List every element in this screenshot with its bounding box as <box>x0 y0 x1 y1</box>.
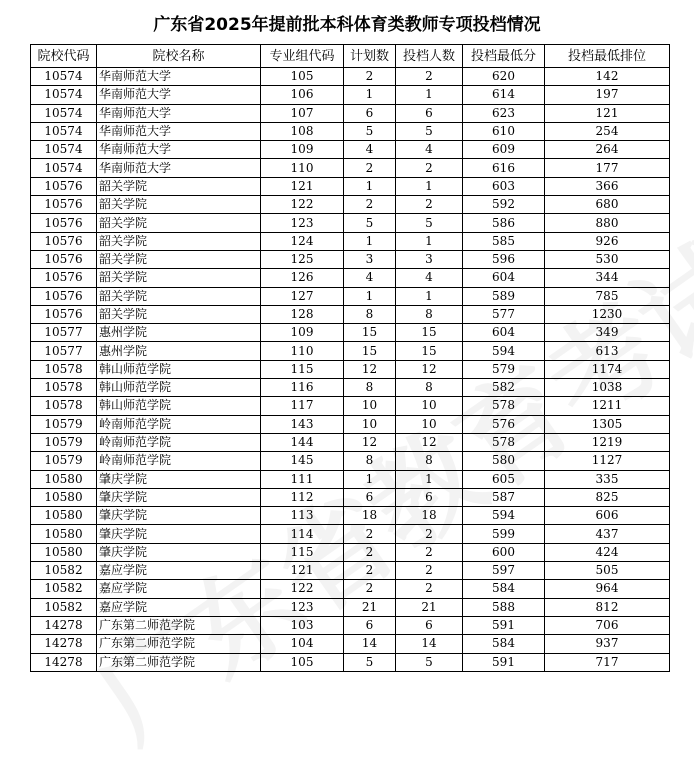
cell-admitted-count: 21 <box>396 598 463 616</box>
cell-min-score: 582 <box>463 379 545 397</box>
cell-school-name: 韩山师范学院 <box>97 360 261 378</box>
cell-school-code: 10580 <box>31 507 97 525</box>
table-row <box>31 141 670 159</box>
cell-min-score: 588 <box>463 598 545 616</box>
header-school-code: 院校代码 <box>31 45 97 68</box>
cell-plan-count: 1 <box>344 287 396 305</box>
cell-min-score: 577 <box>463 305 545 323</box>
cell-school-code: 10576 <box>31 250 97 268</box>
cell-group-code: 115 <box>261 360 344 378</box>
cell-min-rank: 613 <box>545 342 670 360</box>
cell-min-rank: 177 <box>545 159 670 177</box>
cell-school-code: 10582 <box>31 598 97 616</box>
cell-school-code: 10582 <box>31 580 97 598</box>
cell-plan-count: 10 <box>344 397 396 415</box>
cell-min-score: 594 <box>463 507 545 525</box>
cell-plan-count: 8 <box>344 379 396 397</box>
table-row <box>31 379 670 397</box>
cell-admitted-count: 6 <box>396 616 463 634</box>
cell-group-code: 107 <box>261 104 344 122</box>
cell-min-score: 579 <box>463 360 545 378</box>
cell-school-name: 华南师范大学 <box>97 68 261 86</box>
cell-school-code: 10580 <box>31 525 97 543</box>
cell-min-score: 596 <box>463 250 545 268</box>
cell-plan-count: 2 <box>344 543 396 561</box>
cell-admitted-count: 5 <box>396 122 463 140</box>
cell-school-code: 14278 <box>31 653 97 671</box>
table-row <box>31 104 670 122</box>
cell-school-code: 10576 <box>31 232 97 250</box>
cell-group-code: 112 <box>261 488 344 506</box>
cell-school-code: 10579 <box>31 433 97 451</box>
cell-school-name: 广东第二师范学院 <box>97 635 261 653</box>
table-row <box>31 580 670 598</box>
cell-plan-count: 2 <box>344 68 396 86</box>
cell-group-code: 125 <box>261 250 344 268</box>
cell-min-score: 616 <box>463 159 545 177</box>
cell-school-name: 华南师范大学 <box>97 122 261 140</box>
cell-min-rank: 1211 <box>545 397 670 415</box>
cell-school-code: 14278 <box>31 635 97 653</box>
cell-min-rank: 437 <box>545 525 670 543</box>
cell-admitted-count: 4 <box>396 141 463 159</box>
cell-admitted-count: 3 <box>396 250 463 268</box>
cell-plan-count: 2 <box>344 580 396 598</box>
header-admitted-count: 投档人数 <box>396 45 463 68</box>
cell-group-code: 124 <box>261 232 344 250</box>
cell-school-name: 韩山师范学院 <box>97 397 261 415</box>
cell-plan-count: 4 <box>344 141 396 159</box>
cell-school-name: 韩山师范学院 <box>97 379 261 397</box>
cell-group-code: 116 <box>261 379 344 397</box>
cell-school-code: 10576 <box>31 214 97 232</box>
table-row <box>31 269 670 287</box>
cell-admitted-count: 1 <box>396 86 463 104</box>
cell-plan-count: 2 <box>344 525 396 543</box>
cell-school-code: 10578 <box>31 379 97 397</box>
cell-min-score: 591 <box>463 653 545 671</box>
table-row <box>31 342 670 360</box>
cell-plan-count: 15 <box>344 324 396 342</box>
table-row <box>31 305 670 323</box>
cell-min-rank: 424 <box>545 543 670 561</box>
cell-group-code: 143 <box>261 415 344 433</box>
cell-plan-count: 15 <box>344 342 396 360</box>
table-row <box>31 452 670 470</box>
cell-min-rank: 785 <box>545 287 670 305</box>
table-row <box>31 543 670 561</box>
cell-group-code: 126 <box>261 269 344 287</box>
cell-admitted-count: 2 <box>396 580 463 598</box>
cell-min-rank: 880 <box>545 214 670 232</box>
cell-admitted-count: 2 <box>396 543 463 561</box>
cell-school-name: 韶关学院 <box>97 269 261 287</box>
cell-school-name: 韶关学院 <box>97 287 261 305</box>
cell-min-rank: 1127 <box>545 452 670 470</box>
table-row <box>31 397 670 415</box>
cell-min-rank: 344 <box>545 269 670 287</box>
cell-group-code: 123 <box>261 598 344 616</box>
cell-school-code: 10578 <box>31 360 97 378</box>
cell-admitted-count: 2 <box>396 68 463 86</box>
cell-min-score: 580 <box>463 452 545 470</box>
cell-school-name: 华南师范大学 <box>97 159 261 177</box>
cell-school-name: 韶关学院 <box>97 177 261 195</box>
table-row <box>31 177 670 195</box>
cell-min-rank: 1219 <box>545 433 670 451</box>
table-row <box>31 360 670 378</box>
cell-min-score: 605 <box>463 470 545 488</box>
cell-admitted-count: 10 <box>396 397 463 415</box>
cell-school-name: 肇庆学院 <box>97 488 261 506</box>
table-row <box>31 488 670 506</box>
cell-group-code: 122 <box>261 580 344 598</box>
cell-school-code: 10580 <box>31 470 97 488</box>
cell-min-rank: 197 <box>545 86 670 104</box>
cell-min-score: 585 <box>463 232 545 250</box>
cell-min-rank: 1038 <box>545 379 670 397</box>
cell-school-name: 广东第二师范学院 <box>97 653 261 671</box>
table-row <box>31 250 670 268</box>
cell-min-rank: 1174 <box>545 360 670 378</box>
cell-group-code: 111 <box>261 470 344 488</box>
cell-admitted-count: 8 <box>396 452 463 470</box>
cell-group-code: 121 <box>261 177 344 195</box>
cell-plan-count: 1 <box>344 470 396 488</box>
cell-min-score: 592 <box>463 196 545 214</box>
cell-plan-count: 2 <box>344 562 396 580</box>
cell-school-name: 岭南师范学院 <box>97 415 261 433</box>
cell-min-rank: 717 <box>545 653 670 671</box>
table-row <box>31 86 670 104</box>
cell-school-code: 10576 <box>31 305 97 323</box>
cell-plan-count: 1 <box>344 177 396 195</box>
cell-school-name: 嘉应学院 <box>97 580 261 598</box>
cell-min-rank: 606 <box>545 507 670 525</box>
cell-group-code: 145 <box>261 452 344 470</box>
cell-school-code: 14278 <box>31 616 97 634</box>
cell-admitted-count: 15 <box>396 342 463 360</box>
cell-min-rank: 937 <box>545 635 670 653</box>
cell-school-code: 10580 <box>31 488 97 506</box>
cell-min-rank: 264 <box>545 141 670 159</box>
cell-min-score: 584 <box>463 580 545 598</box>
cell-min-rank: 812 <box>545 598 670 616</box>
cell-plan-count: 8 <box>344 452 396 470</box>
cell-admitted-count: 14 <box>396 635 463 653</box>
cell-min-rank: 142 <box>545 68 670 86</box>
cell-school-name: 惠州学院 <box>97 324 261 342</box>
admission-table <box>30 44 670 672</box>
cell-min-rank: 335 <box>545 470 670 488</box>
cell-school-code: 10576 <box>31 196 97 214</box>
cell-admitted-count: 1 <box>396 177 463 195</box>
cell-school-code: 10574 <box>31 104 97 122</box>
cell-group-code: 103 <box>261 616 344 634</box>
table-row <box>31 635 670 653</box>
table-row <box>31 470 670 488</box>
table-row <box>31 525 670 543</box>
cell-plan-count: 6 <box>344 488 396 506</box>
cell-plan-count: 12 <box>344 360 396 378</box>
cell-school-name: 肇庆学院 <box>97 470 261 488</box>
cell-min-rank: 1230 <box>545 305 670 323</box>
cell-plan-count: 5 <box>344 122 396 140</box>
cell-school-code: 10576 <box>31 287 97 305</box>
cell-admitted-count: 8 <box>396 379 463 397</box>
cell-plan-count: 21 <box>344 598 396 616</box>
cell-school-name: 华南师范大学 <box>97 141 261 159</box>
cell-admitted-count: 8 <box>396 305 463 323</box>
cell-min-score: 589 <box>463 287 545 305</box>
cell-group-code: 108 <box>261 122 344 140</box>
cell-plan-count: 1 <box>344 232 396 250</box>
cell-group-code: 114 <box>261 525 344 543</box>
cell-school-code: 10576 <box>31 269 97 287</box>
cell-school-name: 韶关学院 <box>97 232 261 250</box>
cell-min-score: 620 <box>463 68 545 86</box>
cell-school-name: 惠州学院 <box>97 342 261 360</box>
cell-school-name: 华南师范大学 <box>97 104 261 122</box>
cell-plan-count: 8 <box>344 305 396 323</box>
cell-plan-count: 2 <box>344 159 396 177</box>
cell-min-score: 610 <box>463 122 545 140</box>
cell-group-code: 104 <box>261 635 344 653</box>
cell-min-rank: 680 <box>545 196 670 214</box>
table-row <box>31 159 670 177</box>
page-title: 广东省2025年提前批本科体育类教师专项投档情况 <box>153 15 541 35</box>
cell-min-score: 603 <box>463 177 545 195</box>
cell-min-rank: 530 <box>545 250 670 268</box>
header-min-score: 投档最低分 <box>463 45 545 68</box>
cell-group-code: 109 <box>261 141 344 159</box>
cell-min-score: 591 <box>463 616 545 634</box>
cell-school-code: 10574 <box>31 68 97 86</box>
cell-school-name: 韶关学院 <box>97 250 261 268</box>
cell-group-code: 117 <box>261 397 344 415</box>
cell-school-code: 10576 <box>31 177 97 195</box>
cell-school-code: 10574 <box>31 159 97 177</box>
cell-group-code: 121 <box>261 562 344 580</box>
cell-admitted-count: 5 <box>396 653 463 671</box>
cell-admitted-count: 6 <box>396 104 463 122</box>
cell-school-code: 10577 <box>31 324 97 342</box>
cell-group-code: 144 <box>261 433 344 451</box>
cell-admitted-count: 12 <box>396 433 463 451</box>
header-group-code: 专业组代码 <box>261 45 344 68</box>
cell-school-name: 韶关学院 <box>97 305 261 323</box>
cell-school-name: 肇庆学院 <box>97 525 261 543</box>
table-row <box>31 214 670 232</box>
cell-school-name: 嘉应学院 <box>97 562 261 580</box>
cell-min-score: 599 <box>463 525 545 543</box>
cell-school-code: 10577 <box>31 342 97 360</box>
table-row <box>31 598 670 616</box>
cell-school-name: 肇庆学院 <box>97 507 261 525</box>
header-school-name: 院校名称 <box>97 45 261 68</box>
cell-group-code: 115 <box>261 543 344 561</box>
cell-admitted-count: 2 <box>396 525 463 543</box>
cell-school-name: 嘉应学院 <box>97 598 261 616</box>
table-row <box>31 433 670 451</box>
cell-school-code: 10579 <box>31 452 97 470</box>
cell-min-rank: 349 <box>545 324 670 342</box>
cell-min-rank: 254 <box>545 122 670 140</box>
table-row <box>31 415 670 433</box>
cell-group-code: 105 <box>261 653 344 671</box>
table-row <box>31 68 670 86</box>
table-row <box>31 122 670 140</box>
cell-min-score: 586 <box>463 214 545 232</box>
cell-admitted-count: 2 <box>396 562 463 580</box>
cell-group-code: 123 <box>261 214 344 232</box>
cell-group-code: 128 <box>261 305 344 323</box>
cell-group-code: 110 <box>261 342 344 360</box>
cell-admitted-count: 15 <box>396 324 463 342</box>
cell-admitted-count: 1 <box>396 232 463 250</box>
cell-school-name: 华南师范大学 <box>97 86 261 104</box>
cell-school-name: 韶关学院 <box>97 214 261 232</box>
header-plan-count: 计划数 <box>344 45 396 68</box>
cell-group-code: 122 <box>261 196 344 214</box>
cell-school-code: 10574 <box>31 141 97 159</box>
table-row <box>31 507 670 525</box>
cell-group-code: 113 <box>261 507 344 525</box>
table-row <box>31 653 670 671</box>
cell-min-score: 576 <box>463 415 545 433</box>
table-header-row <box>31 45 670 68</box>
table-row <box>31 287 670 305</box>
cell-min-score: 587 <box>463 488 545 506</box>
cell-school-name: 岭南师范学院 <box>97 452 261 470</box>
cell-min-score: 614 <box>463 86 545 104</box>
cell-min-score: 609 <box>463 141 545 159</box>
cell-school-name: 肇庆学院 <box>97 543 261 561</box>
cell-school-code: 10579 <box>31 415 97 433</box>
cell-min-rank: 926 <box>545 232 670 250</box>
cell-min-rank: 1305 <box>545 415 670 433</box>
table-row <box>31 324 670 342</box>
cell-plan-count: 5 <box>344 653 396 671</box>
cell-min-rank: 706 <box>545 616 670 634</box>
cell-school-name: 韶关学院 <box>97 196 261 214</box>
cell-admitted-count: 1 <box>396 287 463 305</box>
cell-group-code: 109 <box>261 324 344 342</box>
cell-plan-count: 3 <box>344 250 396 268</box>
table-row <box>31 232 670 250</box>
table-row <box>31 616 670 634</box>
cell-plan-count: 10 <box>344 415 396 433</box>
table-row <box>31 196 670 214</box>
cell-group-code: 106 <box>261 86 344 104</box>
cell-plan-count: 6 <box>344 616 396 634</box>
cell-school-name: 岭南师范学院 <box>97 433 261 451</box>
cell-min-score: 623 <box>463 104 545 122</box>
cell-group-code: 127 <box>261 287 344 305</box>
cell-school-code: 10574 <box>31 86 97 104</box>
cell-school-code: 10578 <box>31 397 97 415</box>
cell-admitted-count: 5 <box>396 214 463 232</box>
cell-admitted-count: 10 <box>396 415 463 433</box>
cell-plan-count: 12 <box>344 433 396 451</box>
cell-admitted-count: 1 <box>396 470 463 488</box>
cell-plan-count: 4 <box>344 269 396 287</box>
cell-plan-count: 1 <box>344 86 396 104</box>
cell-plan-count: 5 <box>344 214 396 232</box>
cell-min-rank: 505 <box>545 562 670 580</box>
cell-school-code: 10574 <box>31 122 97 140</box>
cell-group-code: 110 <box>261 159 344 177</box>
cell-plan-count: 18 <box>344 507 396 525</box>
header-min-rank: 投档最低排位 <box>545 45 670 68</box>
cell-min-score: 604 <box>463 324 545 342</box>
cell-min-rank: 964 <box>545 580 670 598</box>
cell-min-score: 597 <box>463 562 545 580</box>
cell-plan-count: 14 <box>344 635 396 653</box>
cell-admitted-count: 12 <box>396 360 463 378</box>
cell-plan-count: 2 <box>344 196 396 214</box>
cell-min-score: 584 <box>463 635 545 653</box>
table-row <box>31 562 670 580</box>
cell-school-code: 10580 <box>31 543 97 561</box>
cell-admitted-count: 2 <box>396 159 463 177</box>
cell-admitted-count: 4 <box>396 269 463 287</box>
cell-min-rank: 121 <box>545 104 670 122</box>
cell-admitted-count: 18 <box>396 507 463 525</box>
cell-min-score: 594 <box>463 342 545 360</box>
cell-admitted-count: 6 <box>396 488 463 506</box>
cell-min-score: 578 <box>463 433 545 451</box>
cell-group-code: 105 <box>261 68 344 86</box>
cell-min-score: 578 <box>463 397 545 415</box>
cell-admitted-count: 2 <box>396 196 463 214</box>
cell-plan-count: 6 <box>344 104 396 122</box>
cell-school-name: 广东第二师范学院 <box>97 616 261 634</box>
cell-min-score: 604 <box>463 269 545 287</box>
cell-school-code: 10582 <box>31 562 97 580</box>
cell-min-score: 600 <box>463 543 545 561</box>
cell-min-rank: 366 <box>545 177 670 195</box>
cell-min-rank: 825 <box>545 488 670 506</box>
